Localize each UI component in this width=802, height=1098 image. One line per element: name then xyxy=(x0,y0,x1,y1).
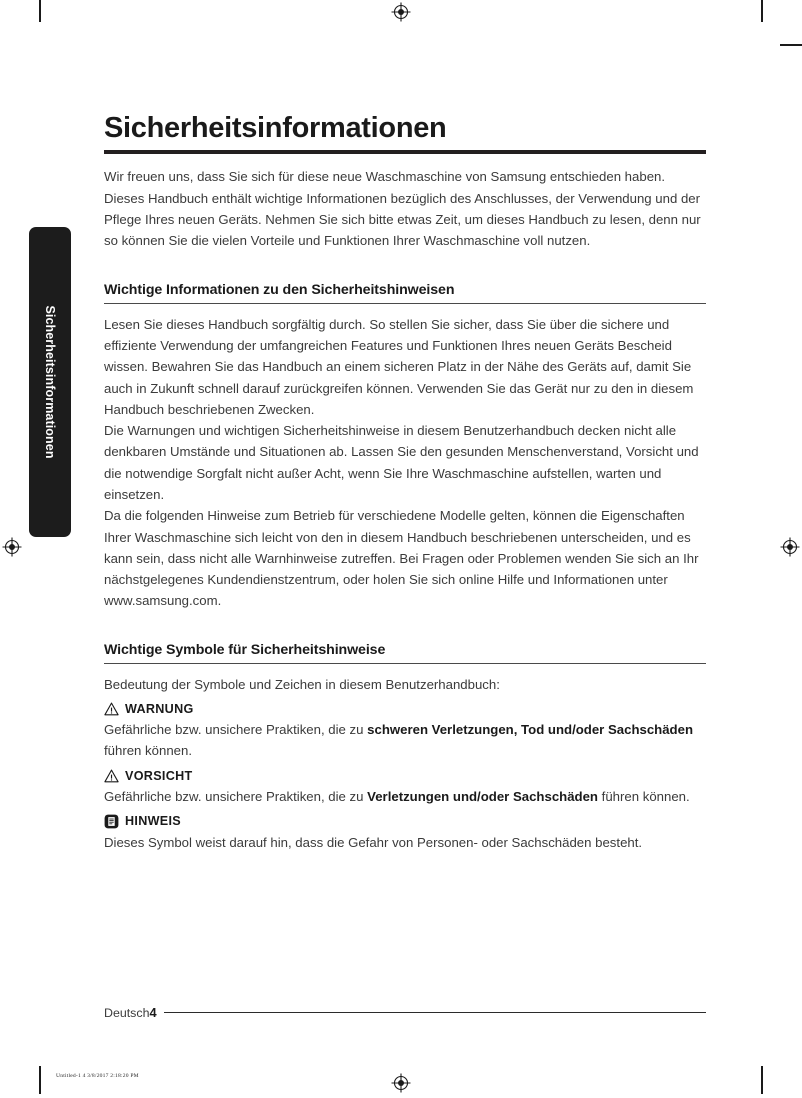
info-paragraph-3: Da die folgenden Hinweise zum Betrieb für verschiedene Modelle gelten, können die Eigenschaften Ihrer Waschmaschine sich leicht von den in diesem Handbuch beschriebenen unterscheiden, und es kann sein, dass nicht alle Warnhinweise zutreffen. Bei Fragen oder Problemen wenden Sie sich an Ihr nächstgelegenes Kundendienstzentrum, oder holen Sie sich online Hilfe und Informationen unter www.samsung.com. xyxy=(104,508,699,609)
section-wichtige-symbole xyxy=(104,642,706,853)
crop-mark-top-right xyxy=(761,0,763,22)
symbol-row-warnung xyxy=(104,702,706,716)
intro-paragraph: Wir freuen uns, dass Sie sich für diese neue Waschmaschine von Samsung entschieden haben. Dieses Handbuch enthält wichtige Informationen bezüglich des Anschlusses, der Verwendung und der Pflege Ihres neuen Geräts. Nehmen Sie sich bitte etwas Zeit, um dieses Handbuch zu lesen, denn nur so können Sie die vielen Vorteile und Funktionen Ihrer Waschmaschine voll nutzen. xyxy=(104,169,701,249)
side-tab-sicherheitsinformationen xyxy=(29,227,71,537)
symbol-desc-warnung xyxy=(104,719,706,762)
crop-mark-top-left xyxy=(39,0,41,22)
page-footer xyxy=(104,1005,706,1020)
side-tab-label: Sicherheitsinformationen xyxy=(43,305,57,459)
footer-language: Deutsch xyxy=(104,1005,150,1020)
note-document-icon xyxy=(104,814,119,829)
warnung-desc-before: Gefährliche bzw. unsichere Praktiken, die zu xyxy=(104,722,368,738)
vorsicht-desc-bold: Verletzungen und/oder Sachschäden xyxy=(367,788,598,804)
section-rule-symbols xyxy=(104,663,706,664)
symbols-intro: Bedeutung der Symbole und Zeichen in diesem Benutzerhandbuch: xyxy=(104,676,500,692)
symbol-label-warnung: WARNUNG xyxy=(125,702,194,717)
symbol-label-vorsicht: VORSICHT xyxy=(125,768,193,783)
section-rule-info xyxy=(104,303,706,304)
vorsicht-desc-before: Gefährliche bzw. unsichere Praktiken, die zu xyxy=(104,788,368,804)
crop-mark-right-top xyxy=(780,44,802,46)
title-rule xyxy=(104,150,706,154)
caution-triangle-icon xyxy=(104,769,119,783)
warning-triangle-icon xyxy=(104,702,119,716)
vorsicht-desc-after: führen können. xyxy=(598,788,690,804)
registration-mark-left xyxy=(2,537,22,557)
crop-mark-bottom-right xyxy=(761,1066,763,1094)
registration-mark-right xyxy=(780,537,800,557)
section-wichtige-informationen xyxy=(104,282,706,612)
crop-mark-bottom-left xyxy=(39,1066,41,1094)
symbol-row-hinweis xyxy=(104,814,706,829)
print-slug: Untitled-1 4 3/8/2017 2:18:20 PM xyxy=(56,1073,139,1079)
info-paragraph-2: Die Warnungen und wichtigen Sicherheitshinweise in diesem Benutzerhandbuch decken nicht alle denkbaren Umstände und Situationen ab. Lassen Sie den gesunden Menschenverstand, Vorsicht und die notwendige Sorgfalt nicht außer Acht, wenn Sie Ihre Waschmaschine aufstellen, warten und einsetzen. xyxy=(104,423,699,502)
symbol-desc-hinweis xyxy=(104,832,706,853)
section-heading-symbols: Wichtige Symbole für Sicherheitshinweise xyxy=(104,641,386,658)
symbol-label-hinweis: HINWEIS xyxy=(125,814,181,829)
footer-page-number: 4 xyxy=(149,1005,157,1020)
page-title: Sicherheitsinformationen xyxy=(104,112,447,144)
symbol-desc-vorsicht xyxy=(104,786,706,807)
section-heading-info: Wichtige Informationen zu den Sicherheitshinweisen xyxy=(104,281,455,298)
footer-rule xyxy=(164,1012,706,1013)
hinweis-desc-before: Dieses Symbol weist darauf hin, dass die Gefahr von Personen- oder Sachschäden besteht. xyxy=(104,834,643,850)
symbol-row-vorsicht xyxy=(104,769,706,783)
info-paragraph-1: Lesen Sie dieses Handbuch sorgfältig durch. So stellen Sie sicher, dass Sie über die sichere und effiziente Verwendung der umfangreichen Features und Funktionen Ihres neuen Geräts Bescheid wissen. Bewahren Sie das Handbuch an einem sicheren Platz in der Nähe des Geräts auf, damit Sie auch in Zukunft schnell darauf zurückgreifen können. Verwenden Sie das Gerät nur zu den in diesem Handbuch beschriebenen Zwecken. xyxy=(104,316,694,417)
warnung-desc-bold: schweren Verletzungen, Tod und/oder Sachschäden xyxy=(367,722,694,738)
registration-mark-bottom xyxy=(391,1073,411,1093)
page-content xyxy=(104,0,706,853)
warnung-desc-after: führen können. xyxy=(104,743,192,759)
